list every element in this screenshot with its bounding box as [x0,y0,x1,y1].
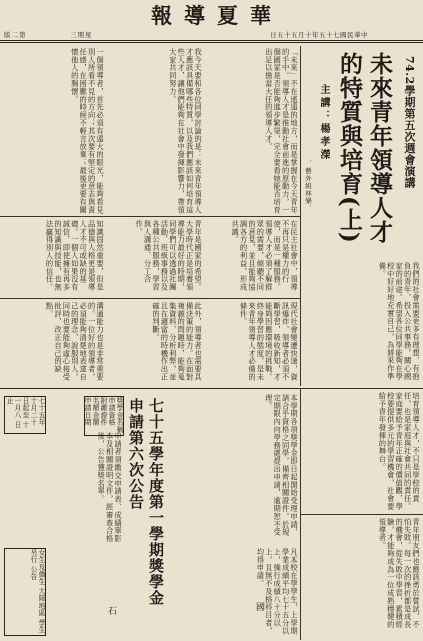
masthead-rule [0,40,423,41]
issue-label: 三期星 [70,31,93,39]
masthead-logo: 華夏導報 [151,3,283,28]
masthead [0,0,423,44]
notice-column: 申請者須繳交申請表、成績單影本及相關證明文件，經審查合格後，公告獲獎名單。 [97,432,123,543]
note-line: 大陸地區 [37,587,45,617]
row-divider [300,388,423,389]
date-box-line: 日止 [5,397,21,429]
article-column: 青年是國家的希望。大學時代正是培養領導能力最好的時期，同學們可以透過社團活動、班級事務以及各種公共服務，學習與人溝通、分工合作。 [135,220,203,292]
article-column: 一個領導者，首先必須有遠大的眼光，能夠看見別人所看不見的方向；其次要有堅定的意志與責任感，在困難的時候不輕言放棄；最後更要有關懷他人的胸懷。 [70,48,105,214]
article-recorder: ．藝外組林樂． [304,160,312,213]
article-column: 培育領導人才，不只是學校的責任，也是家庭與社會共同的責任。家庭要給予青年正確的價值觀，學校要提供多元的學習機會，社會要給予青年發揮的舞台。 [378,392,421,511]
notice-column: 凡本校在學學生，上學期學業成績平均七十五分以上，操行成績八十分以上，且無不及格科目者，均得申請。 [256,548,299,635]
row-divider [300,514,423,515]
article-series-label: 74.2學期第五次週會演講 [403,56,416,189]
date-box [4,396,46,434]
date-box-line: 日起至 [21,397,29,419]
article-column: 我們的社會需要更多有理想、有抱負的青年，投入公共事務，關心國家的前途。希望各位同學能夠在學校中好好地充實自己，為將來作準備。 [378,262,421,381]
date-line: 日五十五月十年五十七國民華中 [270,31,368,39]
date-box-line: 十月二十 [29,397,37,426]
article-speaker: 主講：楊孝濚 [318,84,329,162]
article-column: 知識固然重要，但是品德與人格更是領導人才不可或缺的基礎。一個人如果沒有誠信，即使擁有再多的知識與技能，也無法贏得別人的信任。 [45,220,105,292]
date-box-line: 七十五年 [37,397,45,426]
masthead-rule-2 [0,42,423,43]
row-divider [0,298,300,299]
footer-mark: 國 [256,603,266,613]
row-divider [0,216,300,217]
article-column: 現代社會變遷快速，資訊爆炸，領導者必須不斷學習，吸收新知，才能夠因應環境的挑戰。終身學習的態度，是未來青年領導人才必備的條件。 [239,302,299,381]
note-line: 學生另行 [29,549,45,634]
table-cell: 名額金額 [91,397,99,426]
table-cell: 申請資格 [107,397,115,426]
column-divider [300,46,301,386]
notice-title: 七十五學年度第一學期獎學金申請第六次公告 [127,398,165,606]
bottom-note-box [4,548,46,636]
article-column: 在民主社會中，領導不再只是權力的行使，而是一種服務。領導人才必須了解群眾的需要，傾聽不同的意見，並且能夠協調各方的利益，形成共識。 [231,220,299,292]
table-cell: 獎學金名稱 [115,397,123,433]
table-cell: 附繳證件 [99,397,107,426]
column-divider [300,388,301,640]
article-column: 青年朋友們也應該勇於嘗試，不怕失敗。每一次的挫折都是成長的機會，從失敗中學習，累積經驗，才能夠成為一位成熟穩健的領導者。 [378,518,421,629]
date-box-line: 十一月八 [13,397,29,429]
note-line: 公告 [29,565,37,581]
notice-column: 本學期各項獎學金即日起開始受理申請，請合乎資格之同學，備齊相關證件，於規定期限內向學務處提出申請，逾期恕不受理。 [264,394,299,537]
application-table [84,396,124,436]
table-cell: 申請日期 [83,397,91,426]
note-line: 女生及僑生 [37,549,45,585]
article-column: 溝通能力也是非常重要的。一位好的領導者，必須能夠清楚地表達自己的理念，說服別人，同時也要能夠虛心接受批評，改正自己的缺點。 [45,302,105,381]
article-column: 我今天要和各位同學討論的是：未來青年領導人才應該具備哪些特質，以及我們應該如何培育這些人才，讓他們能夠在社會中發揮影響力，帶領大家共同努力。 [168,48,203,214]
article-title: 未來青年領導人才的特質與培育(上) [336,52,393,244]
page-number-label: 版二第 [4,31,27,39]
footer-mark: 石 [108,607,118,617]
article-column: 「未來」不在遙遠的地方，而是掌握在今天青年的手中。領導人才是推動社會前進的原動力，一個國家是否能夠進步繁榮，完全要看她能否培育出足以擔當大任的領導人才。 [264,48,299,214]
article-column: 此外，領導者也需要具備決策的能力。在面對複雜的問題時，能夠蒐集資料、分析利弊，並且在適當的時機作出正確的判斷。 [151,302,203,381]
